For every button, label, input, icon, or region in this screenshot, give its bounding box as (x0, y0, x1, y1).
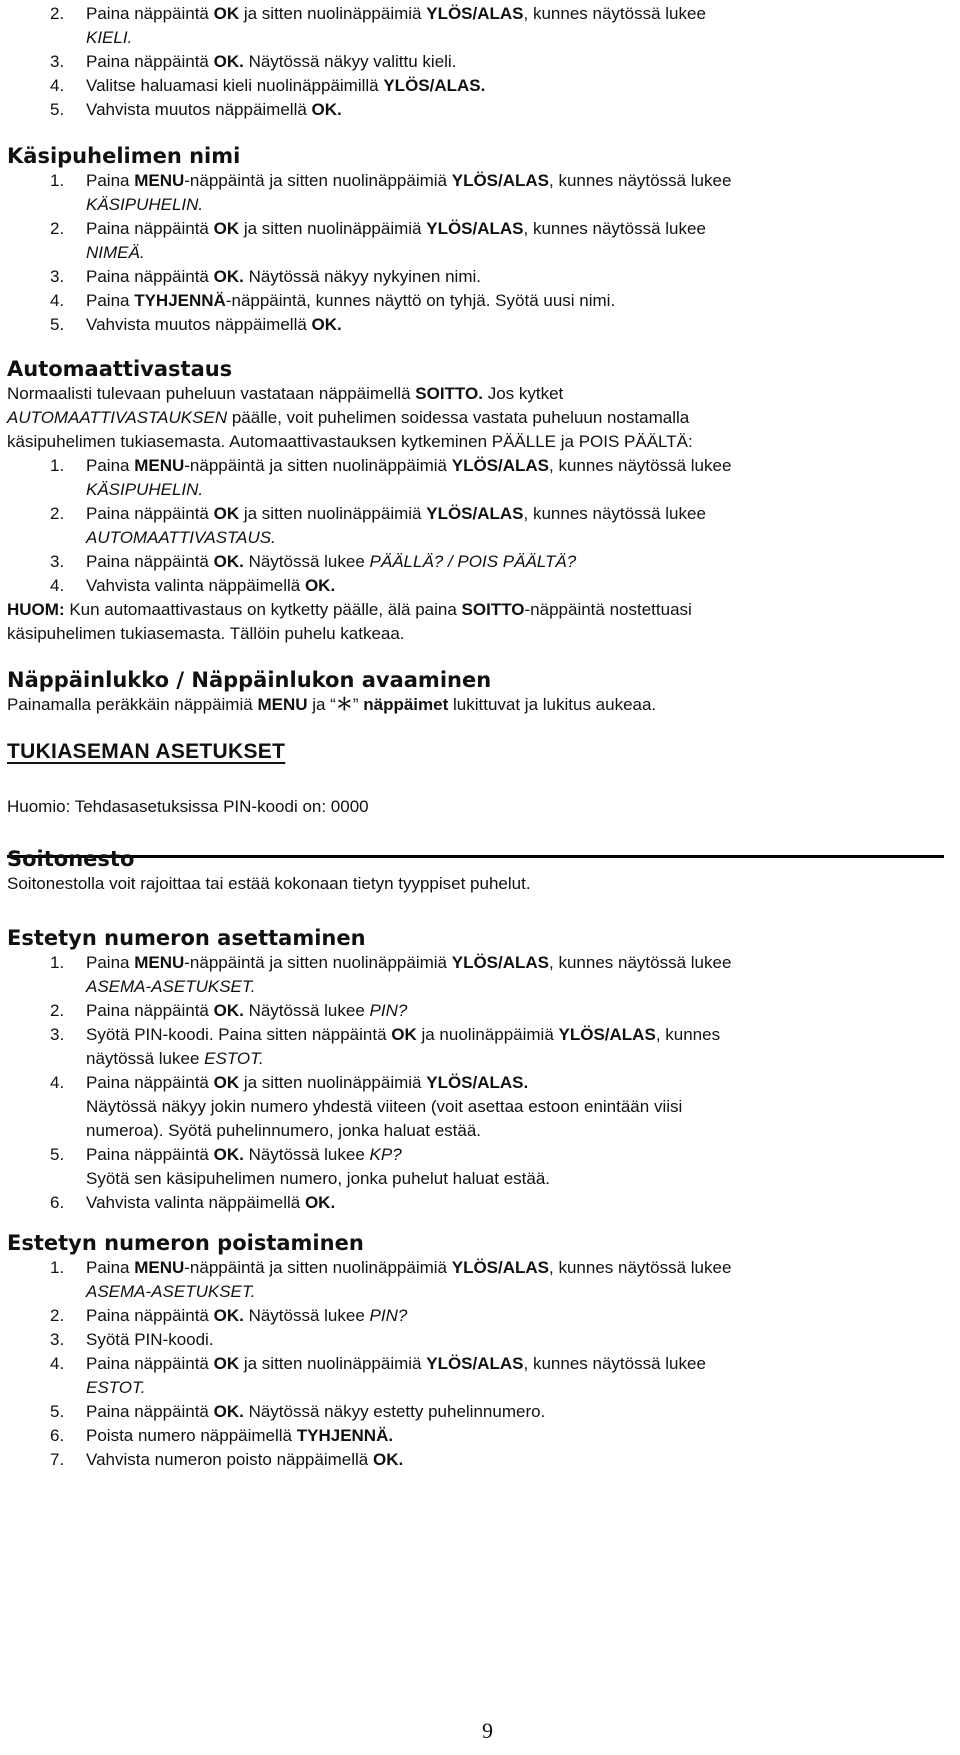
list-item: 4. Vahvista valinta näppäimellä OK. (50, 576, 336, 595)
list-item: 4. Paina näppäintä OK ja sitten nuolinäppäimiä YLÖS/ALAS. Näytössä näkyy jokin numero yhdestä viiteen (voit asettaa estoon enintään viisi numeroa). Syötä puhelinnumero, jonka haluat estää. (50, 1073, 683, 1140)
list-item: 4. Paina näppäintä OK ja sitten nuolinäppäimiä YLÖS/ALAS, kunnes näytössä lukee ESTOT. (50, 1354, 706, 1397)
paragraph: Normaalisti tulevaan puheluun vastataan näppäimellä SOITTO. Jos kytket (7, 384, 564, 403)
list-item: 3. Paina näppäintä OK. Näytössä näkyy valittu kieli. (50, 52, 457, 71)
pin-note: Huomio: Tehdasasetuksissa PIN-koodi on: 0000 (7, 797, 369, 816)
list-item: 3. Syötä PIN-koodi. (50, 1330, 214, 1349)
list-item: 5. Paina näppäintä OK. Näytössä lukee KP? Syötä sen käsipuhelimen numero, jonka puhelut haluat estää. (50, 1145, 551, 1188)
keylock-section (7, 667, 947, 717)
note-paragraph: HUOM: Kun automaattivastaus on kytketty päälle, älä paina SOITTO-näppäintä nostettuasi (7, 600, 692, 619)
list-item: 2. Paina näppäintä OK ja sitten nuolinäppäimiä YLÖS/ALAS, kunnes näytössä lukee KIELI. (50, 4, 706, 47)
list-item: 2. Paina näppäintä OK. Näytössä lukee PIN? (50, 1306, 408, 1325)
list-item: 1. Paina MENU-näppäintä ja sitten nuolinäppäimiä YLÖS/ALAS, kunnes näytössä lukee ASEMA-ASETUKSET. (50, 953, 732, 996)
list-item: 2. Paina näppäintä OK ja sitten nuolinäppäimiä YLÖS/ALAS, kunnes näytössä lukee NIMEÄ. (50, 219, 706, 262)
list-item: 7. Vahvista numeron poisto näppäimellä OK. (50, 1450, 404, 1469)
handset-name-section (7, 143, 947, 337)
list-item: 6. Poista numero näppäimellä TYHJENNÄ. (50, 1426, 394, 1445)
list-item: 4. Valitse haluamasi kieli nuolinäppäimillä YLÖS/ALAS. (50, 76, 486, 95)
section-title: Näppäinlukko / Näppäinlukon avaaminen (7, 668, 492, 692)
base-settings-section (7, 740, 947, 764)
list-item: 2. Paina näppäintä OK ja sitten nuolinäppäimiä YLÖS/ALAS, kunnes näytössä lukee AUTOMAATTIVASTAUS. (50, 504, 706, 547)
list-item: 2. Paina näppäintä OK. Näytössä lukee PIN? (50, 1001, 408, 1020)
list-item: 5. Vahvista muutos näppäimellä OK. (50, 315, 342, 334)
list-item: 1. Paina MENU-näppäintä ja sitten nuolinäppäimiä YLÖS/ALAS, kunnes näytössä lukee KÄSIPUHELIN. (50, 456, 732, 499)
section-title: Käsipuhelimen nimi (7, 144, 241, 168)
set-barred-section (7, 925, 947, 1215)
list-item: 1. Paina MENU-näppäintä ja sitten nuolinäppäimiä YLÖS/ALAS, kunnes näytössä lukee KÄSIPUHELIN. (50, 171, 732, 214)
paragraph: Soitonestolla voit rajoittaa tai estää kokonaan tietyn tyyppiset puhelut. (7, 874, 531, 893)
list-item: 3. Paina näppäintä OK. Näytössä näkyy nykyinen nimi. (50, 267, 481, 286)
list-item: 3. Syötä PIN-koodi. Paina sitten näppäintä OK ja nuolinäppäimiä YLÖS/ALAS, kunnes näytössä lukee ESTOT. (50, 1025, 721, 1068)
section-title: Soitonesto (7, 847, 135, 871)
remove-barred-section (7, 1230, 947, 1472)
list-item: 1. Paina MENU-näppäintä ja sitten nuolinäppäimiä YLÖS/ALAS, kunnes näytössä lukee ASEMA-ASETUKSET. (50, 1258, 732, 1301)
paragraph: Painamalla peräkkäin näppäimiä MENU ja “＊” näppäimet lukittuvat ja lukitus aukeaa. (7, 695, 657, 714)
paragraph: AUTOMAATTIVASTAUKSEN päälle, voit puhelimen soidessa vastata puheluun nostamalla (7, 408, 690, 427)
list-item: 4. Paina TYHJENNÄ-näppäintä, kunnes näyttö on tyhjä. Syötä uusi nimi. (50, 291, 616, 310)
chapter-title: TUKIASEMAN ASETUKSET (7, 740, 286, 763)
paragraph: käsipuhelimen tukiasemasta. Tällöin puhelu katkeaa. (7, 624, 405, 643)
auto-answer-section (7, 356, 947, 646)
list-item: 5. Paina näppäintä OK. Näytössä näkyy estetty puhelinnumero. (50, 1402, 546, 1421)
call-barring-section (7, 846, 947, 896)
list-item: 3. Paina näppäintä OK. Näytössä lukee PÄÄLLÄ? / POIS PÄÄLTÄ? (50, 552, 577, 571)
section-title: Estetyn numeron poistaminen (7, 1231, 364, 1255)
paragraph: käsipuhelimen tukiasemasta. Automaattivastauksen kytkeminen PÄÄLLE ja POIS PÄÄLTÄ: (7, 432, 693, 451)
section-title: Automaattivastaus (7, 357, 233, 381)
star-key-icon: ＊ (335, 695, 353, 714)
top-list (7, 2, 947, 122)
page-number: 9 (482, 1718, 493, 1743)
list-item: 5. Vahvista muutos näppäimellä OK. (50, 100, 342, 119)
list-item: 6. Vahvista valinta näppäimellä OK. (50, 1193, 336, 1212)
section-title: Estetyn numeron asettaminen (7, 926, 366, 950)
